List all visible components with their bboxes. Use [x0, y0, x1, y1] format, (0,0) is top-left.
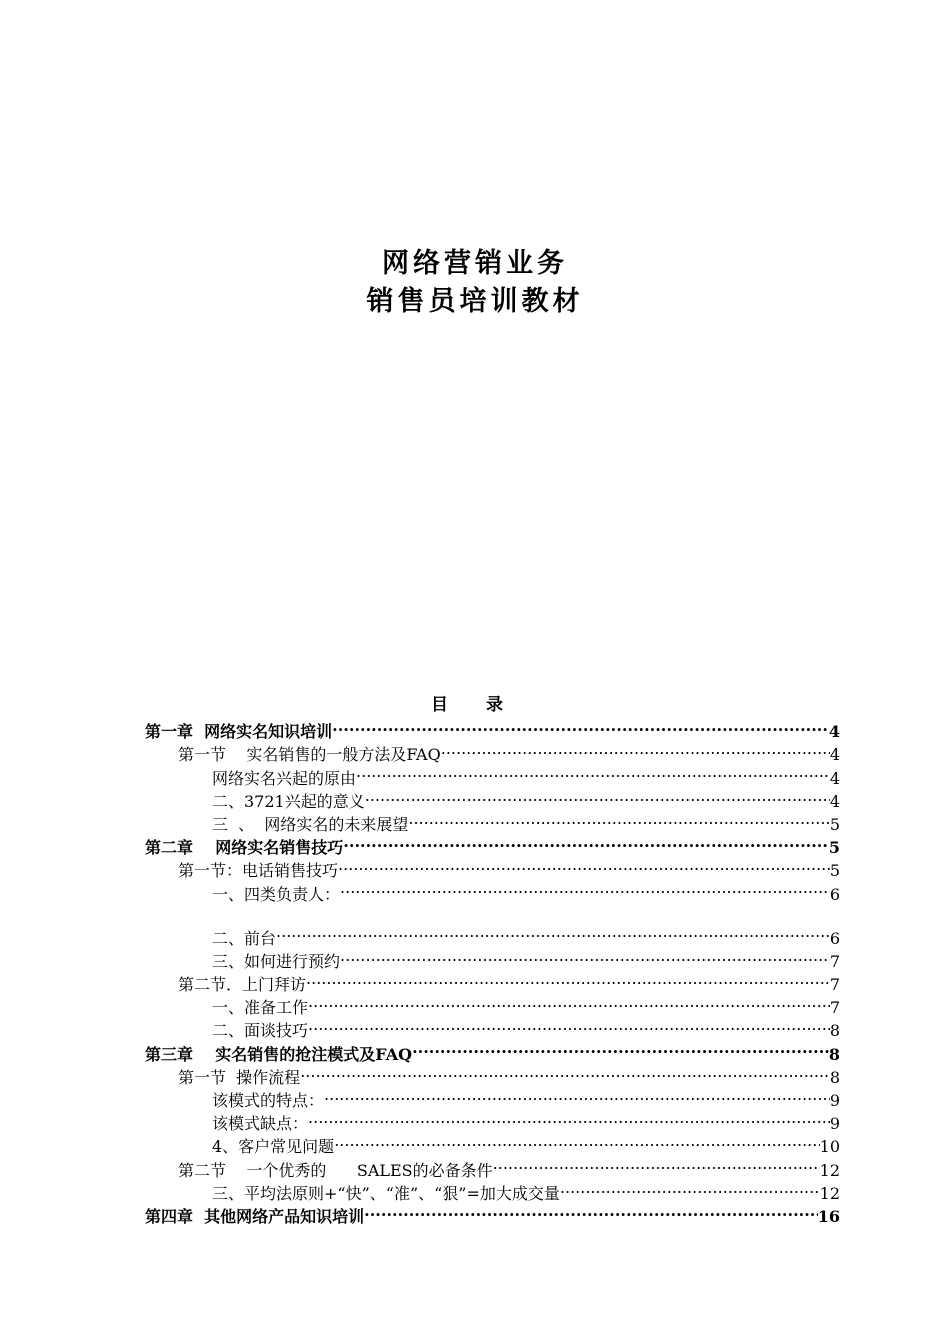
toc-entry-label: 二、前台	[212, 928, 277, 948]
toc-page-number: 5	[828, 838, 840, 858]
toc-heading: 目 录	[431, 695, 519, 715]
toc-dot-leader	[340, 876, 830, 899]
toc-page-number: 10	[819, 1137, 840, 1157]
toc-page-number: 12	[819, 1183, 840, 1203]
toc-dot-leader	[308, 1013, 830, 1036]
toc-page-number: 6	[829, 884, 840, 904]
toc-entry-label: 该模式缺点：	[212, 1114, 309, 1134]
toc-entry-label: 第一节 操作流程	[178, 1067, 301, 1087]
toc-dot-leader	[408, 807, 829, 830]
toc-page-number: 4	[829, 768, 840, 788]
toc-entry-label: 第二章 网络实名销售技巧	[145, 838, 344, 858]
toc-page-number: 4	[829, 791, 840, 811]
toc-entry-label: 第一章 网络实名知识培训	[145, 722, 333, 742]
toc-dot-leader	[338, 853, 830, 876]
toc-dot-leader	[306, 967, 830, 990]
toc-dot-leader	[441, 737, 830, 760]
toc-dot-leader	[324, 1083, 830, 1106]
toc-dot-leader	[560, 1176, 820, 1199]
document-title-line-2: 销售员培训教材	[366, 286, 584, 317]
toc-dot-leader	[365, 784, 830, 807]
toc-page-number: 6	[829, 928, 840, 948]
toc-entry-label: 该模式的特点：	[212, 1091, 325, 1110]
toc-dot-leader	[276, 921, 830, 944]
toc-entry-label: 第一节：电话销售技巧	[178, 861, 339, 881]
toc-dot-leader	[493, 1152, 820, 1175]
toc-entry-label: 二、面谈技巧	[212, 1021, 309, 1041]
toc-subsection-entry[interactable]	[145, 921, 840, 948]
toc-page-number: 12	[819, 1160, 840, 1180]
toc-page-number: 5	[829, 861, 840, 881]
toc-dot-leader	[334, 1129, 819, 1152]
title-block	[0, 245, 950, 321]
toc-dot-leader	[412, 1036, 829, 1059]
toc-entry-label: 二、3721兴起的意义	[212, 791, 365, 811]
toc-entry-label: 三、如何进行预约	[212, 951, 341, 971]
toc-entry-label: 4、客户常见问题	[212, 1137, 335, 1157]
toc-page-number: 8	[829, 1067, 840, 1087]
toc-page-number: 9	[829, 1091, 840, 1110]
toc-chapter-entry[interactable]	[145, 714, 840, 742]
toc-page-number: 8	[829, 1021, 840, 1041]
toc-page-number: 4	[828, 722, 840, 742]
toc-page-number: 4	[829, 745, 840, 765]
toc-entry-label: 第二节．上门拜访	[178, 975, 307, 995]
toc-dot-leader	[308, 1106, 830, 1129]
toc-dot-leader	[340, 944, 830, 967]
toc-page-number: 7	[829, 998, 840, 1018]
toc-entry-label: 网络实名兴起的原由	[212, 768, 357, 788]
toc-entry-label: 一、四类负责人：	[212, 884, 341, 904]
document-title-line-1: 网络营销业务	[382, 248, 568, 279]
toc-entry-label: 第三章 实名销售的抢注模式及FAQ	[145, 1044, 413, 1064]
toc-entry-label: 三、平均法原则+“快”、“准”、“狠”=加大成交量	[212, 1183, 560, 1203]
toc-page-number: 7	[829, 951, 840, 971]
toc-dot-leader	[300, 1060, 830, 1083]
toc-dot-leader	[308, 990, 830, 1013]
toc-entry-label: 第一节 实名销售的一般方法及FAQ	[178, 745, 441, 765]
toc-page-number: 9	[829, 1114, 840, 1134]
toc-entry-label: 第二节 一个优秀的 SALES的必备条件	[178, 1160, 493, 1180]
toc-entry-label: 三 、 网络实名的未来展望	[212, 814, 409, 834]
toc-dot-leader	[332, 714, 829, 737]
toc-dot-leader	[356, 760, 830, 783]
toc-entry-label: 一、准备工作	[212, 998, 309, 1018]
toc-page-number: 16	[817, 1206, 840, 1226]
toc-page-number: 8	[828, 1044, 840, 1064]
table-of-contents	[145, 714, 840, 1226]
toc-dot-leader	[343, 830, 829, 853]
toc-entry-label: 第四章 其他网络产品知识培训	[145, 1206, 365, 1226]
toc-page-number: 5	[829, 814, 840, 834]
toc-dot-leader	[364, 1199, 818, 1222]
toc-page-number: 7	[829, 975, 840, 995]
